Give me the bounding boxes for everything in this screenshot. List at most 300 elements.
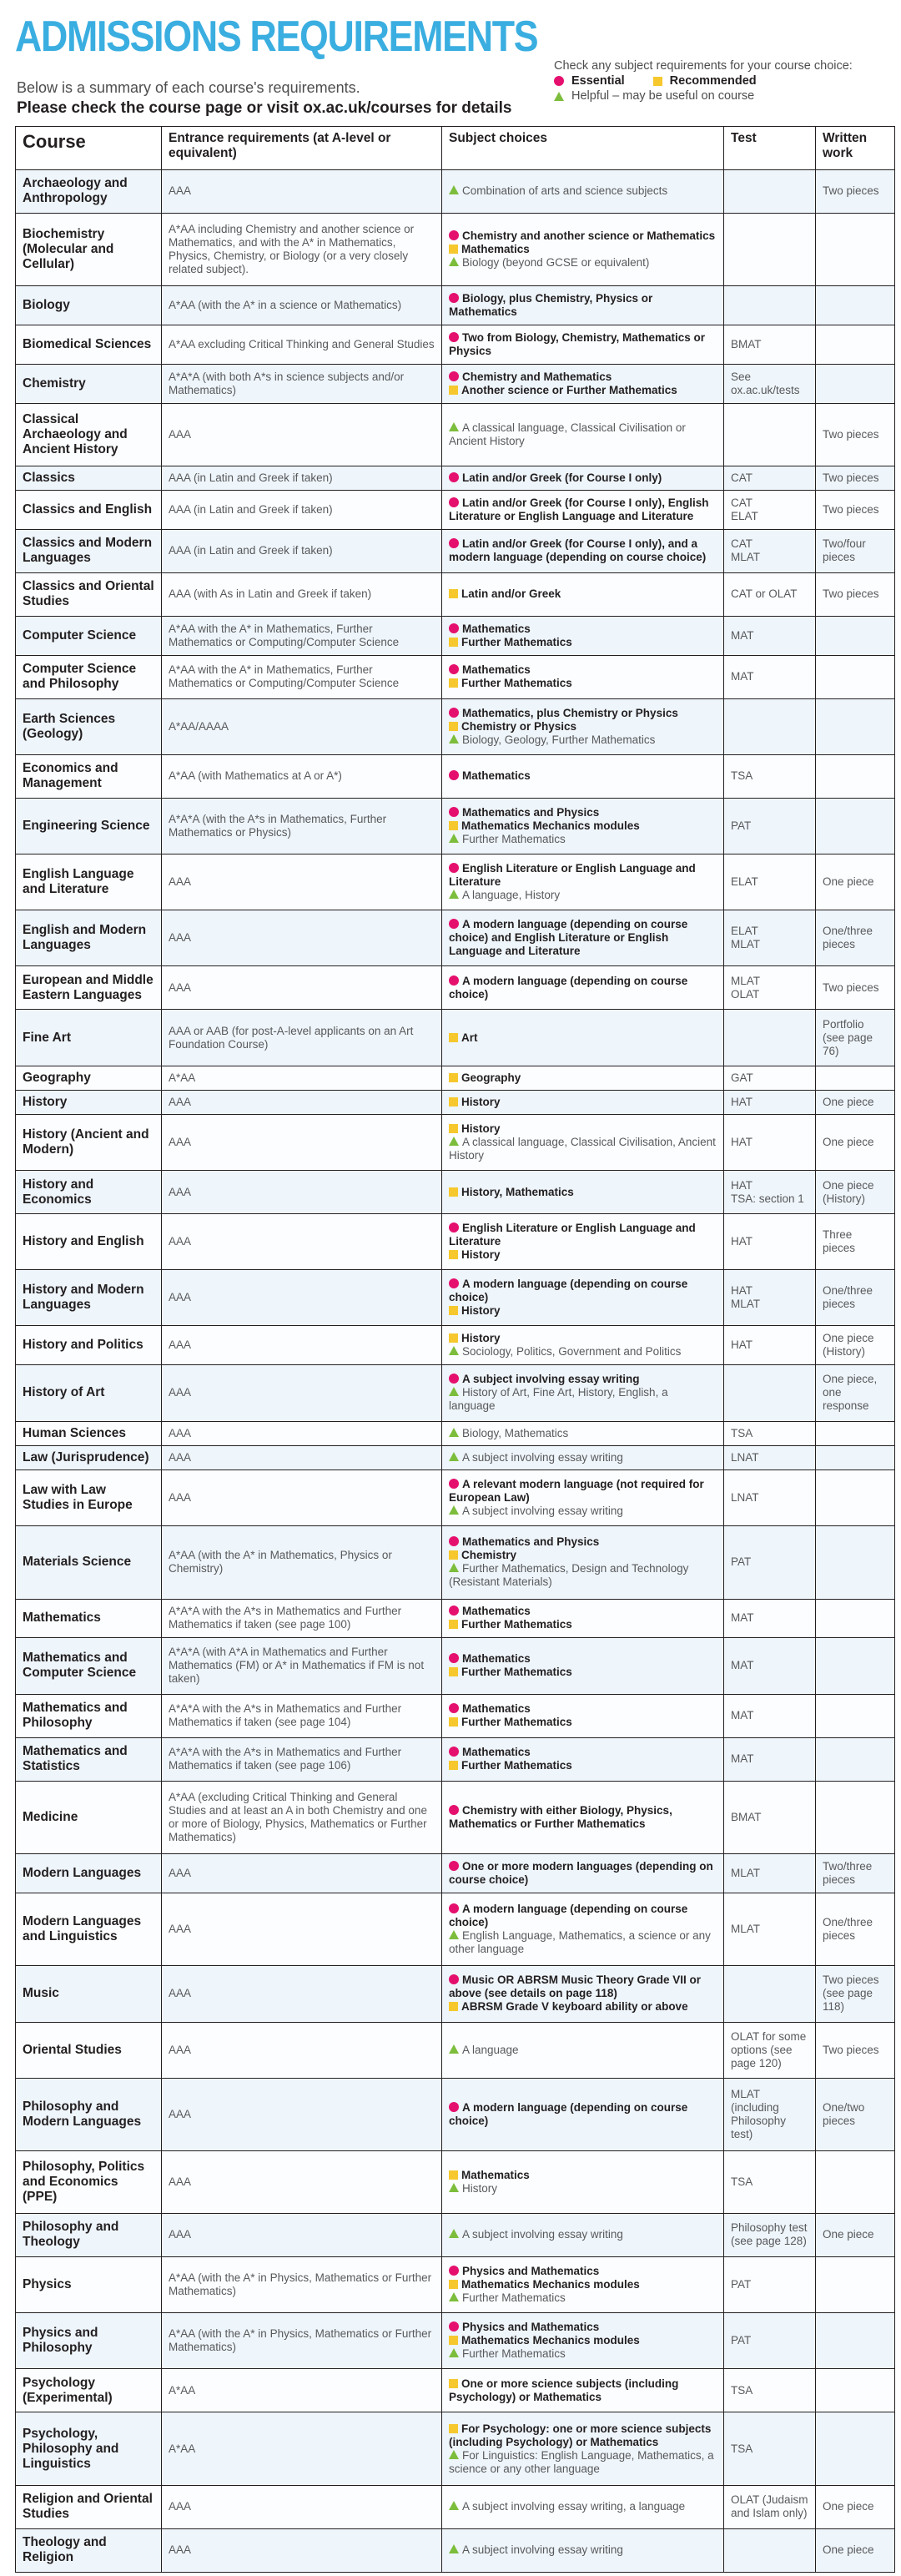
subject-choices: [442, 1066, 724, 1090]
course-name: Computer Science: [16, 616, 162, 655]
subject-text: A classical language, Classical Civilisation or Ancient History: [449, 421, 686, 447]
table-row: [16, 1066, 895, 1090]
test-name: ox.ac.uk/tests: [731, 384, 800, 397]
subject-choices: [442, 1638, 724, 1694]
table-row: [16, 2022, 895, 2078]
subject-text: Further Mathematics: [461, 1666, 572, 1679]
written-work: [816, 2313, 895, 2369]
entrance-requirements: AAA: [162, 1469, 442, 1525]
helpful-subject: [449, 889, 717, 902]
entrance-requirements: A*A*A (with A*A in Mathematics and Further Mathematics (FM) or A* in Mathematics if FM is not taken): [162, 1638, 442, 1694]
entrance-requirements: AAA: [162, 854, 442, 910]
subject-choices: [442, 466, 724, 490]
written-work: [816, 1638, 895, 1694]
table-row: [16, 1365, 895, 1421]
test-name: PAT: [731, 2334, 752, 2347]
recommended-subject: [449, 1031, 717, 1045]
subject-text: English Literature or English Language and Literature: [449, 862, 696, 889]
subject-text: Chemistry or Physics: [461, 719, 577, 733]
essential-subject: [449, 471, 717, 485]
subject-text: A language, History: [462, 889, 561, 902]
recommended-square-icon: [449, 1306, 458, 1315]
course-name: Law (Jurisprudence): [16, 1445, 162, 1469]
subject-choices: [442, 1214, 724, 1270]
subject-text: A subject involving essay writing, a language: [462, 2500, 686, 2513]
helpful-subject: [449, 2500, 717, 2513]
subject-text: For Linguistics: English Language, Mathematics, a science or any other language: [449, 2448, 714, 2475]
col-header-course: Course: [16, 127, 162, 170]
test-name: PAT: [731, 819, 752, 832]
course-name: English Language and Literature: [16, 854, 162, 910]
helpful-triangle-icon: [449, 2044, 459, 2054]
subject-text: A modern language (depending on course choice): [449, 974, 688, 1001]
subject-text: History: [462, 2182, 498, 2195]
essential-dot-icon: [449, 293, 459, 303]
helpful-subject: [449, 1427, 717, 1440]
subject-choices: [442, 1694, 724, 1737]
subject-text: Physics and Mathematics: [462, 2265, 600, 2278]
recommended-square-icon: [449, 1761, 458, 1770]
legend-key-row: [554, 73, 896, 88]
subject-text: Mathematics: [462, 1605, 531, 1618]
written-work: [816, 655, 895, 698]
essential-dot-icon: [449, 863, 459, 873]
admissions-test: [724, 1526, 816, 1599]
course-name: Law with Law Studies in Europe: [16, 1469, 162, 1525]
helpful-subject: [449, 2347, 717, 2361]
recommended-subject: [449, 720, 717, 733]
helpful-triangle-icon: [449, 185, 459, 194]
written-work: One/three pieces: [816, 910, 895, 966]
test-name: MAT: [731, 670, 754, 683]
subject-choices: [442, 170, 724, 214]
recommended-square-icon: [449, 678, 458, 688]
recommended-subject: [449, 1618, 717, 1631]
legend-recommended: Recommended: [669, 74, 757, 88]
recommended-square-icon: [653, 77, 662, 86]
test-name: TSA: [731, 1426, 753, 1439]
entrance-requirements: AAA: [162, 1270, 442, 1326]
test-name: MAT: [731, 628, 754, 642]
subject-text: History, Mathematics: [461, 1185, 574, 1198]
written-work: [816, 286, 895, 325]
subject-text: Mathematics: [461, 2169, 530, 2182]
table-row: [16, 1469, 895, 1525]
course-name: Mathematics and Statistics: [16, 1737, 162, 1781]
essential-subject: [449, 1903, 717, 1929]
table-row: [16, 1090, 895, 1114]
admissions-test: [724, 2078, 816, 2150]
admissions-test: [724, 529, 816, 572]
subject-choices: [442, 698, 724, 754]
subject-text: History of Art, Fine Art, History, English, a language: [449, 1386, 668, 1413]
entrance-requirements: AAA: [162, 1171, 442, 1214]
legend: [554, 58, 896, 103]
subject-text: Art: [461, 1031, 478, 1044]
essential-subject: [449, 769, 717, 783]
subject-text: Chemistry and Mathematics: [462, 371, 612, 384]
subject-choices: [442, 1445, 724, 1469]
recommended-subject: [449, 2278, 717, 2291]
entrance-requirements: AAA: [162, 1214, 442, 1270]
essential-dot-icon: [449, 1536, 459, 1546]
course-name: Fine Art: [16, 1010, 162, 1066]
recommended-square-icon: [449, 1620, 458, 1629]
written-work: [816, 1066, 895, 1090]
subject-text: For Psychology: one or more science subjects (including Psychology) or Mathematics: [449, 2422, 712, 2448]
subject-text: Physics and Mathematics: [462, 2321, 600, 2334]
table-row: [16, 2369, 895, 2412]
recommended-subject: [449, 2000, 717, 2014]
essential-subject: [449, 292, 717, 319]
test-name: MLAT (including Philosophy test): [731, 2087, 787, 2140]
intro-bold-text: Please check the course page or visit ox.ac.uk/courses for details: [17, 99, 512, 117]
table-row: [16, 1893, 895, 1965]
table-row: [16, 1421, 895, 1445]
table-row: [16, 2213, 895, 2256]
essential-subject: [449, 229, 717, 243]
subject-text: A modern language (depending on course choice): [449, 2100, 688, 2127]
test-name: HAT: [731, 1095, 753, 1108]
written-work: [816, 1694, 895, 1737]
table-row: [16, 2256, 895, 2312]
helpful-triangle-icon: [554, 92, 564, 101]
course-name: Biology: [16, 286, 162, 325]
course-name: Psychology (Experimental): [16, 2369, 162, 2412]
test-name: OLAT for some options (see page 120): [731, 2029, 807, 2069]
subject-choices: [442, 1737, 724, 1781]
written-work: Two pieces (see page 118): [816, 1966, 895, 2022]
admissions-test: [724, 910, 816, 966]
subject-choices: [442, 1781, 724, 1853]
test-name: TSA: [731, 2442, 753, 2455]
essential-dot-icon: [449, 1805, 459, 1815]
recommended-subject: [449, 1071, 717, 1085]
recommended-square-icon: [449, 1550, 458, 1560]
course-name: Physics and Philosophy: [16, 2313, 162, 2369]
entrance-requirements: A*AA excluding Critical Thinking and General Studies: [162, 325, 442, 365]
helpful-triangle-icon: [449, 1137, 459, 1146]
entrance-requirements: A*AA with the A* in Mathematics, Further Mathematics or Computing/Computer Science: [162, 655, 442, 698]
legend-helpful: Helpful – may be useful on course: [571, 89, 755, 103]
test-name: LNAT: [731, 1490, 759, 1504]
recommended-subject: [449, 1248, 717, 1262]
subject-text: Mathematics: [462, 769, 531, 783]
test-name: OLAT: [731, 987, 760, 1001]
entrance-requirements: A*AA including Chemistry and another science or Mathematics, and with the A* in Mathematics, Physics, Chemistry, or Biology (or a very closely related subject).: [162, 213, 442, 285]
test-name: HAT: [731, 1284, 753, 1298]
entrance-requirements: AAA: [162, 1090, 442, 1114]
entrance-requirements: A*AA/AAAA: [162, 698, 442, 754]
entrance-requirements: A*AA (with the A* in a science or Mathematics): [162, 286, 442, 325]
table-row: [16, 1010, 895, 1066]
helpful-subject: [449, 2291, 717, 2305]
recommended-square-icon: [449, 638, 458, 647]
admissions-test: [724, 1781, 816, 1853]
recommended-square-icon: [449, 1124, 458, 1133]
table-row: [16, 754, 895, 798]
written-work: [816, 798, 895, 854]
recommended-square-icon: [449, 1717, 458, 1727]
subject-choices: [442, 2528, 724, 2572]
table-row: [16, 1114, 895, 1170]
helpful-subject: [449, 1562, 717, 1589]
helpful-subject: [449, 1345, 717, 1359]
course-name: History: [16, 1090, 162, 1114]
admissions-test: [724, 2151, 816, 2214]
table-row: [16, 1270, 895, 1326]
course-name: Biomedical Sciences: [16, 325, 162, 365]
table-row: [16, 1781, 895, 1853]
test-name: CAT: [731, 471, 753, 484]
subject-text: Chemistry: [461, 1549, 517, 1562]
test-name: HAT: [731, 1136, 753, 1149]
table-row: [16, 2078, 895, 2150]
subject-text: History: [461, 1248, 501, 1262]
table-row: [16, 286, 895, 325]
subject-text: Latin and/or Greek (for Course I only): [462, 471, 662, 484]
subject-text: A modern language (depending on course choice) and English Literature or English Language and Literature: [449, 918, 688, 958]
entrance-requirements: AAA or AAB (for post-A-level applicants on an Art Foundation Course): [162, 1010, 442, 1066]
entrance-requirements: AAA: [162, 1326, 442, 1365]
subject-text: ABRSM Grade V keyboard ability or above: [461, 2000, 688, 2014]
subject-text: One or more modern languages (depending on course choice): [449, 1859, 713, 1886]
subject-text: Two from Biology, Chemistry, Mathematics or Physics: [449, 331, 706, 358]
admissions-test: [724, 1966, 816, 2022]
table-row: [16, 1694, 895, 1737]
course-name: Earth Sciences (Geology): [16, 698, 162, 754]
written-work: One piece: [816, 1090, 895, 1114]
table-row: [16, 404, 895, 466]
entrance-requirements: AAA: [162, 2213, 442, 2256]
course-name: Classics and Oriental Studies: [16, 572, 162, 616]
helpful-triangle-icon: [449, 2229, 459, 2238]
essential-subject: [449, 497, 717, 523]
essential-subject: [449, 1222, 717, 1248]
test-name: CAT or OLAT: [731, 587, 798, 601]
subject-text: Further Mathematics, Design and Technology (Resistant Materials): [449, 1562, 689, 1589]
helpful-triangle-icon: [449, 2501, 459, 2510]
subject-text: Latin and/or Greek (for Course I only), English Literature or English Language and Literature: [449, 496, 709, 522]
course-name: Medicine: [16, 1781, 162, 1853]
admissions-test: [724, 1326, 816, 1365]
written-work: [816, 2256, 895, 2312]
test-name: CAT: [731, 496, 753, 509]
recommended-square-icon: [449, 1667, 458, 1676]
admissions-test: [724, 1010, 816, 1066]
admissions-test: [724, 213, 816, 285]
admissions-test: [724, 2256, 816, 2312]
recommended-subject: [449, 384, 717, 397]
written-work: Two pieces: [816, 2022, 895, 2078]
written-work: [816, 616, 895, 655]
subject-text: A subject involving essay writing: [462, 1450, 623, 1464]
recommended-square-icon: [449, 2170, 458, 2180]
subject-text: A relevant modern language (not required for European Law): [449, 1477, 704, 1504]
admissions-test: [724, 491, 816, 530]
table-row: [16, 655, 895, 698]
table-row: [16, 1853, 895, 1893]
admissions-test: [724, 1090, 816, 1114]
subject-text: History: [461, 1304, 501, 1318]
course-name: Economics and Management: [16, 754, 162, 798]
admissions-test: [724, 404, 816, 466]
subject-text: Mathematics Mechanics modules: [461, 2278, 640, 2291]
admissions-test: [724, 1638, 816, 1694]
table-row: [16, 1326, 895, 1365]
written-work: Two/four pieces: [816, 529, 895, 572]
table-row: [16, 2528, 895, 2572]
admissions-test: [724, 1893, 816, 1965]
entrance-requirements: AAA: [162, 910, 442, 966]
essential-dot-icon: [449, 1747, 459, 1757]
subject-choices: [442, 2412, 724, 2485]
subject-choices: [442, 1526, 724, 1599]
table-row: [16, 2412, 895, 2485]
essential-dot-icon: [449, 2321, 459, 2332]
subject-choices: [442, 529, 724, 572]
test-name: TSA: [731, 769, 753, 783]
recommended-square-icon: [449, 1333, 458, 1343]
col-header-entry: Entrance requirements (at A-level or equivalent): [162, 127, 442, 170]
course-name: Classics: [16, 466, 162, 490]
helpful-subject: [449, 1136, 717, 1162]
written-work: Two pieces: [816, 466, 895, 490]
admissions-test: [724, 466, 816, 490]
subject-text: Latin and/or Greek: [461, 587, 561, 601]
table-row: [16, 1445, 895, 1469]
recommended-subject: [449, 1759, 717, 1772]
table-row: [16, 466, 895, 490]
subject-text: Further Mathematics: [461, 1759, 572, 1772]
helpful-triangle-icon: [449, 734, 459, 744]
subject-choices: [442, 213, 724, 285]
course-name: European and Middle Eastern Languages: [16, 966, 162, 1010]
entrance-requirements: AAA: [162, 1853, 442, 1893]
written-work: Two pieces: [816, 491, 895, 530]
subject-text: Mathematics, plus Chemistry or Physics: [462, 706, 678, 719]
recommended-subject: [449, 2422, 717, 2449]
course-name: History and Modern Languages: [16, 1270, 162, 1326]
subject-text: Biology, Geology, Further Mathematics: [462, 733, 656, 746]
course-name: History and Economics: [16, 1171, 162, 1214]
recommended-square-icon: [449, 722, 458, 731]
admissions-test: [724, 1214, 816, 1270]
entrance-requirements: AAA: [162, 2485, 442, 2528]
written-work: One piece: [816, 1114, 895, 1170]
written-work: [816, 2369, 895, 2412]
recommended-subject: [449, 243, 717, 256]
recommended-subject: [449, 587, 717, 601]
essential-subject: [449, 1860, 717, 1887]
written-work: One/two pieces: [816, 2078, 895, 2150]
subject-text: Mathematics Mechanics modules: [461, 819, 640, 832]
entrance-requirements: AAA: [162, 1966, 442, 2022]
table-row: [16, 1171, 895, 1214]
essential-subject: [449, 1974, 717, 2000]
subject-text: A language: [462, 2043, 519, 2056]
subject-choices: [442, 798, 724, 854]
entrance-requirements: A*A*A (with both A*s in science subjects and/or Mathematics): [162, 365, 442, 404]
entrance-requirements: A*AA (excluding Critical Thinking and General Studies and at least an A in both Chemistry and one or more of Biology, Physics, Mathematics or Further Mathematics): [162, 1781, 442, 1853]
table-row: [16, 529, 895, 572]
entrance-requirements: AAA: [162, 404, 442, 466]
subject-choices: [442, 1326, 724, 1365]
entrance-requirements: A*AA (with the A* in Physics, Mathematics or Further Mathematics): [162, 2256, 442, 2312]
course-name: Archaeology and Anthropology: [16, 170, 162, 214]
recommended-square-icon: [449, 1097, 458, 1107]
subject-text: Music OR ABRSM Music Theory Grade VII or above (see details on page 118): [449, 1974, 702, 2000]
essential-dot-icon: [449, 1479, 459, 1489]
written-work: [816, 754, 895, 798]
essential-subject: [449, 1535, 717, 1549]
admissions-test: [724, 2369, 816, 2412]
test-name: CAT: [731, 537, 753, 551]
written-work: [816, 1526, 895, 1599]
admissions-test: [724, 854, 816, 910]
essential-dot-icon: [449, 975, 459, 986]
col-header-subjects: Subject choices: [442, 127, 724, 170]
test-name: HAT: [731, 1178, 753, 1192]
subject-choices: [442, 325, 724, 365]
recommended-square-icon: [449, 2424, 458, 2433]
entrance-requirements: AAA (with As in Latin and Greek if taken): [162, 572, 442, 616]
entrance-requirements: A*A*A with the A*s in Mathematics and Further Mathematics if taken (see page 100): [162, 1599, 442, 1638]
course-name: English and Modern Languages: [16, 910, 162, 966]
course-name: Biochemistry (Molecular and Cellular): [16, 213, 162, 285]
essential-dot-icon: [449, 538, 459, 548]
subject-text: English Language, Mathematics, a science or any other language: [449, 1929, 711, 1956]
subject-text: Combination of arts and science subjects: [462, 184, 668, 198]
essential-subject: [449, 1746, 717, 1759]
subject-text: Mathematics: [462, 1702, 531, 1716]
admissions-test: [724, 616, 816, 655]
table-row: [16, 798, 895, 854]
essential-dot-icon: [449, 1861, 459, 1871]
admissions-test: [724, 1066, 816, 1090]
subject-text: Mathematics: [461, 243, 530, 256]
recommended-subject: [449, 2169, 717, 2182]
course-name: Mathematics: [16, 1599, 162, 1638]
entrance-requirements: AAA: [162, 2022, 442, 2078]
written-work: [816, 213, 895, 285]
admissions-test: [724, 2412, 816, 2485]
admissions-test: [724, 798, 816, 854]
table-row: [16, 910, 895, 966]
test-name: HAT: [731, 1338, 753, 1352]
course-name: Theology and Religion: [16, 2528, 162, 2572]
essential-subject: [449, 1605, 717, 1618]
table-row: [16, 325, 895, 365]
subject-choices: [442, 655, 724, 698]
course-name: Mathematics and Computer Science: [16, 1638, 162, 1694]
essential-dot-icon: [449, 1278, 459, 1288]
test-name: MAT: [731, 1752, 754, 1766]
admissions-test: [724, 365, 816, 404]
written-work: [816, 2412, 895, 2485]
test-name: MLAT: [731, 974, 761, 987]
written-work: Two/three pieces: [816, 1853, 895, 1893]
subject-text: English Literature or English Language and Literature: [449, 1222, 696, 1248]
recommended-subject: [449, 1666, 717, 1679]
essential-subject: [449, 806, 717, 819]
course-name: Philosophy and Theology: [16, 2213, 162, 2256]
course-name: Music: [16, 1966, 162, 2022]
legend-helpful-row: [554, 88, 896, 103]
recommended-subject: [449, 1186, 717, 1199]
admissions-test: [724, 572, 816, 616]
essential-dot-icon: [449, 371, 459, 381]
